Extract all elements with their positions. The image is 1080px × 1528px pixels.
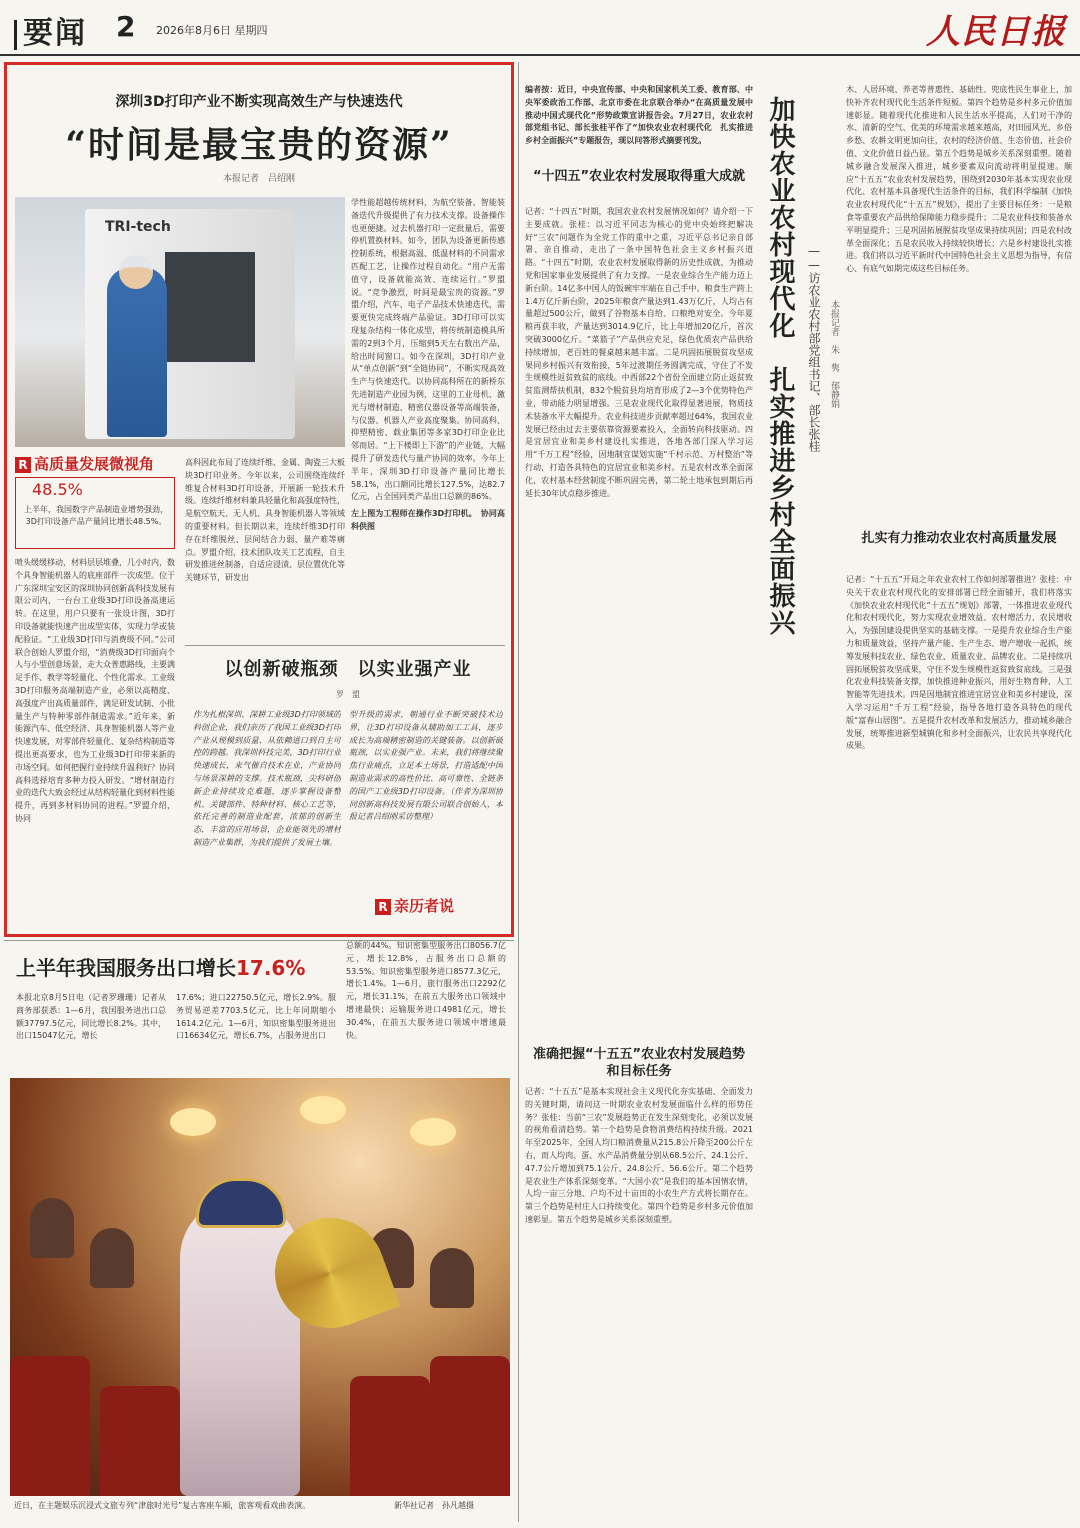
sub-divider — [185, 645, 505, 646]
feature-col2: 高科因此布局了连续纤维、金属、陶瓷三大板块3D打印业务。今年以来，公司围绕连续纤维复合材料3D打印设备，开展新一轮技术升级。连续纤维材料兼具轻量化和高强度特性，是航空航天、无人机、具身智能机器人等领域的重要材料。但长期以来，连续纤维3D打印存在纤维脱丝、层间结合力弱、量产难等痛点。罗盟介绍，技术团队攻关工艺流程，自主研发推进丝制备，自适应浸渍、层位置优化等关键环节，研发出 — [185, 458, 345, 583]
sub-headline: 以创新破瓶颈 以实业强产业 — [224, 659, 472, 680]
col4-text: 木、人居环境、养老等普惠性、基础性、兜底性民生事业上，加快补齐农村现代化生活条件短板。第四个趋势是乡村多元价值加速彰显。随着现代化推进和人民生活水平提高，人们对干净的水、清新的空气、优美的环境需求越来越高，对田园风光、乡俗乡愁、农耕文明更加向往，农村的经济价值、生态价值、社会价值、文化价值日益凸显。第五个趋势是城乡关系深刻重塑。随着城乡融合发展深入推进，城乡要素双向流动将明显提速。顺应“十五五”农业农村发展趋势，围绕到2030年基本实现农业现代化、农村基本具备现代生活条件的目标，我们科学编制《加快农业农村现代化“十五五”规划》，提出了主要目标任务：一是粮食等重要农产品供给保障能力稳步提升；二是农业科技和装备水平明显提升；三是巩固拓展脱贫攻坚成果持续巩固；四是农村改革全面深化；五是农民收入持续较快增长；六是乡村建设扎实推进。我们将以习近平新时代中国特色社会主义思想为指导，有信心、有底气如期完成这些目标任务。 — [846, 85, 1072, 274]
weibo-label-text: 高质量发展微视角 — [34, 455, 155, 473]
feature-kicker: 深圳3D打印产业不断实现高效生产与快速迭代 — [115, 94, 403, 110]
lamp — [170, 1108, 216, 1136]
vertical-subhead: ——访农业农村部党组书记、部长张桂 — [807, 244, 821, 452]
feature-headline: “时间是最宝贵的资源” — [65, 124, 453, 166]
feature-col3 — [351, 197, 505, 652]
train-seat — [100, 1386, 180, 1496]
sub-byline: 罗 盟 — [336, 690, 360, 699]
printer-brand: TRI-tech — [105, 219, 171, 235]
opera-photo — [10, 1078, 510, 1496]
lamp — [410, 1118, 456, 1146]
newspaper-logo: 人民日报 — [926, 12, 1066, 52]
passenger — [90, 1228, 134, 1288]
train-seat — [430, 1356, 510, 1496]
feature-article — [4, 62, 514, 937]
masthead — [0, 0, 1080, 56]
experience-label — [375, 895, 454, 916]
feature-col3-text: 学性能超越传统材料，为航空装备、智能装备迭代升级提供了有力技术支撑。设备操作也更便捷。过去机器打印一定批量后，需要停机置换材料。如今，团队为设备更新传感控制系统，根据高温、低温材料的不同需求匹配工艺，让操作过程自动化。“用户无需值守，设备就能高效、连续运行。”罗盟说。“竞争激烈，时间是最宝贵的资源。”罗盟介绍，汽车、电子产品技术快速迭代，需要更快完成终端产品验证。3D打印可以实现复杂结构一体化成型，将传统制造模具所需的2到3个月，压缩到5天左右数出产品，给出时间窗口。如今在深圳，3D打印产业从“单点创新”到“全链协同”，不断实现高效生产与快速迭代。以协同高科所在的新桥东先进制造产业园为例，这里的工业母机、激光与增材制造、精密仪器设备等高端装备，与仪器、机器人产业高度聚集。协同高科、抑塑精密、载业集团等多家3D打印企业比邻而居。“上下楼即上下游”的产业链，大幅提升了研发迭代与量产协同的效率。今年上半年，深圳3D打印设备产量同比增长58.1%，出口额同比增长127.5%，达82.7亿元，占全国同类产品出口总额的86%。 — [351, 198, 505, 502]
service-export-value: 17.6% — [236, 956, 306, 980]
section2-title: 准确把握“十五五”农业农村发展趋势和目标任务 — [532, 1047, 746, 1079]
experience-label-text: 亲历者说 — [394, 897, 455, 915]
service-col2: 17.6%；进口22750.5亿元，增长2.9%。服务贸易逆差7703.5亿元，比上年同期缩小1614.2亿元。1—6月，知识密集型服务进出口16634亿元，增长6.7%，占服务进出口 — [176, 993, 336, 1041]
engineer-figure — [107, 267, 167, 437]
weibo-label — [15, 453, 154, 474]
opera-headdress — [196, 1178, 286, 1228]
section3-text: 记者：“十五五”开局之年农业农村工作如何部署推进？张桂：中央关于农业农村现代化的安排部署已经全面铺开，我们将落实《加快农业农村现代化“十五五”规划》部署，一体推进农业现代化和农村现代化，努力实现农业增效益、农村增活力、农民增收入，为强国建设提供坚实的基础支撑。一是提升农业综合生产能力和质量效益，坚持产量产能、生产生态、增产增收一起抓，统筹发展科技农业、绿色农业、质量农业、品牌农业。二是持续巩固拓展脱贫攻坚成果，守住不发生规模性返贫致贫底线。三是强化农业科技装备支撑，加快推进种业振兴，用好生物育种、人工智能等先进技术。四是因地制宜推进宜居宜业和美乡村建设，深入学习运用“千万工程”经验，指导各地打造各具特色的现代版“富春山居图”。五是提升农村改革和发展活力，推动城乡融合发展，统筹推进新型城镇化和乡村全面振兴，让农民共享现代化成果。 — [846, 575, 1072, 751]
sub-col2: 型升级的需求，朝通行业不断突破技术边界，让3D打印设备从辅助加工工具，逐步成长为高端精密制造的关键装备。以创新破瓶颈，以实业强产业。未来，我们将继续聚焦行业痛点，立足本土场景，打造适配中国制造业需求的高性价比、高可靠性、全链条的国产工业级3D打印设备。（作者为深圳协同创新高科技发展有限公司联合创始人，本报记者吕绍刚采访整理） — [349, 710, 503, 822]
passenger — [430, 1248, 474, 1308]
editor-note: 编者按：近日，中央宣传部、中央和国家机关工委、教育部、中央军委政治工作部、北京市委在北京联合举办“在高质量发展中推动中国式现代化”形势政策宣讲报告会。7月27日，农业农村部党组书记、部长张桂平作了“加快农业农村现代化 扎实推进乡村全面振兴”专题报告，现以问答形式摘要刊发。 — [525, 85, 753, 146]
opera-performer — [180, 1198, 300, 1496]
lamp — [300, 1096, 346, 1124]
page-number: 2 — [116, 10, 136, 43]
photo-credit: 左上图为工程师在操作3D打印机。 协同高科供图 — [351, 509, 505, 531]
engineer-head — [119, 255, 153, 289]
lab-photo — [15, 197, 345, 447]
train-seat — [350, 1376, 430, 1496]
caption-text: 近日，在主题娱乐沉浸式文旅专列“津旅时光号”复古客座车厢，旅客观看戏曲表演。 — [14, 1501, 311, 1510]
feature-byline: 本报记者 吕绍刚 — [222, 174, 295, 184]
train-seat — [10, 1356, 90, 1496]
service-export-headline-text: 上半年我国服务出口增长 — [16, 956, 236, 980]
stat-box — [15, 477, 175, 549]
section2-text: 记者：“十五五”是基本实现社会主义现代化夯实基础、全面发力的关键时期，请问这一时期农业农村发展面临什么样的形势任务？张桂：当前“三农”发展趋势正在发生深刻变化，必须以发展的视角看清趋势。第一个趋势是食物消费结构持续升级。2021年至2025年，全国人均口粮消费量从215.8公斤降至200公斤左右，而人均肉、蛋、水产品消费量分别从68.5公斤、24.1公斤、47.7公斤增加到75.1公斤、24.8公斤、56.6公斤。第二个趋势是农业生产体系深刻变革。“大国小农”是我们的基本国情农情，人均一亩三分地、户均不过十亩田的小农生产方式将长期存在。第三个趋势是村庄人口持续变化。第四个趋势是乡村多元价值加速彰显。第五个趋势是城乡关系深刻重塑。 — [525, 1087, 753, 1224]
photo-caption — [14, 1500, 514, 1511]
r-badge-icon: R — [15, 457, 31, 473]
section-title — [14, 8, 87, 52]
r-badge-icon: R — [375, 899, 391, 915]
section-label: 要闻 — [23, 16, 87, 51]
printer-window — [165, 252, 255, 362]
stat-value: 48.5% — [32, 480, 83, 499]
service-col1: 本报北京8月5日电（记者罗珊珊）记者从商务部获悉：1—6月，我国服务进出口总额37797.5亿元，同比增长8.2%。其中，出口15047亿元，增长 — [16, 993, 166, 1041]
section3-title: 扎实有力推动农业农村高质量发展 — [861, 531, 1057, 546]
feature-bottom-divider — [4, 940, 514, 941]
service-export-headline — [16, 952, 346, 981]
vertical-reporters: 本报记者 朱 隽 郁静娟 — [829, 300, 839, 408]
vertical-headline: 加快农业农村现代化 扎实推进乡村全面振兴 — [765, 96, 795, 636]
passenger — [30, 1198, 74, 1258]
caption-credit: 新华社记者 孙凡越摄 — [394, 1501, 474, 1510]
sub-col1: 作为扎根深圳、深耕工业级3D打印领域的科创企业，我们亲历了我国工业级3D打印产业从规模到质量、从依赖进口到自主可控的跨越。我深圳科技完美，3D打印行业快速成长，来气催自技术在业，产业协同与场景深耕的支撑。技术瓶颈，尖科研创新企业持续攻克难题，逐步掌握设备整机、关键部件、特种材料、核心工艺等，依托完善的制造业配套，浓郁的创新生态，丰富的应用场景，企业能领先的增材制造产业集群，为我们提供了发展土壤。 — [193, 710, 341, 847]
issue-date: 2026年8月6日 星期四 — [156, 24, 268, 37]
column-divider — [518, 62, 519, 1522]
feature-col1: 喷头缓缓移动，材料层层堆叠，几小时内，数个具身智能机器人的底座部件一次成型。位于广东深圳宝安区的深圳协同创新高科技发展有限公司内，一台台工业级3D打印设备高速运转。在这里，用户只要有一张设计图，3D打印设备就能快速产出成型实体，实现力学或装配验证。“工业级3D打印与消费级不同。”公司联合创始人罗盟介绍，“消费级3D打印面向个人与小型创意场景，走大众普惠路线，主要满足手作、教学等轻量化、个性化需求。工业级3D打印服务高端制造产业，必须以高精度、高强度产出高质量部件，满足研发试制、小批量生产与特种零部件制造需求。”近年来，新能源汽车、低空经济、具身智能机器人等产业快速发展，对零部件轻量化、复杂结构制造等提出更高要求，也为工业级3D打印带来新的市场空间。如何把握行业持续升温利好？协同高科选择培育多种力投入研发。“增材制造行业的迭代大致会经过从结构轻量化到材料性能提升，再到多材料协同的进程。”罗盟介绍，协同 — [15, 558, 175, 823]
section1-text: 记者：“十四五”时期，我国农业农村发展情况如何？请介绍一下主要成就。张桂：以习近平同志为核心的党中央始终把解决好“三农”问题作为全党工作的重中之重，习近平总书记亲自部署、亲自推动，走出了一条中国特色社会主义乡村振兴道路。“十四五”时期，农业农村发展取得新的历史性成就，为推动党和国家事业发展提供了有力支撑。一是农业综合生产能力迈上新台阶。14亿多中国人的饭碗牢牢端在自己手中。粮食生产跨上1.4万亿斤新台阶，2025年粮食产量达到1.43万亿斤，人均占有量超过500公斤，做到了谷物基本自给、口粮绝对安全。今年夏粮再获丰收，产量达到3014.9亿斤，比上年增加20亿斤，首次突破3000亿斤。“菜篮子”产品供应充足，绿色优质农产品供给持续增加，老百姓的餐桌越来越丰富。二是巩固拓展脱贫攻坚成果同乡村振兴有效衔接，5年过渡期任务圆满完成，守住了不发生规模性返贫致贫的底线。中西部22个省份全面建立防止返贫致贫监测帮扶机制，832个脱贫县均培育形成了2—3个优势特色产业，带动能力明显增强。三是农业现代化取得显著进展，物质技术装备水平大幅提升。农业科技进步贡献率超过64%，我国农业发展已经由过去主要依靠资源要素投入，全面转向科技驱动。四是宜居宜业和美乡村建设扎实推进，各地各部门深入学习运用“千万工程”经验，因地制宜谋划实施“千村示范、万村整治”等行动，打造各具特色的宜居宜业和美乡村。五是农村改革全面深化，农村基本经营制度不断巩固完善，第二轮土地承包到期后再延长30年试点稳步推进。 — [525, 207, 753, 498]
stat-text: 上半年，我国数字产品制造业增势强劲，3D打印设备产品产量同比增长48.5%。 — [24, 505, 168, 526]
section1-title: “十四五”农业农村发展取得重大成就 — [532, 169, 746, 184]
section-bar-icon — [14, 20, 17, 50]
service-col3: 总额的44%。知识密集型服务出口8056.7亿元，增长12.8%，占服务出口总额的53.5%。知识密集型服务进口8577.3亿元，增长1.4%。1—6月，旅行服务出口2292亿元，增长31.1%，在前五大服务出口领域中增速最快；运输服务进口4981亿元，增长30.4%，在前五大服务进口领域中增速最快。 — [346, 941, 506, 1040]
